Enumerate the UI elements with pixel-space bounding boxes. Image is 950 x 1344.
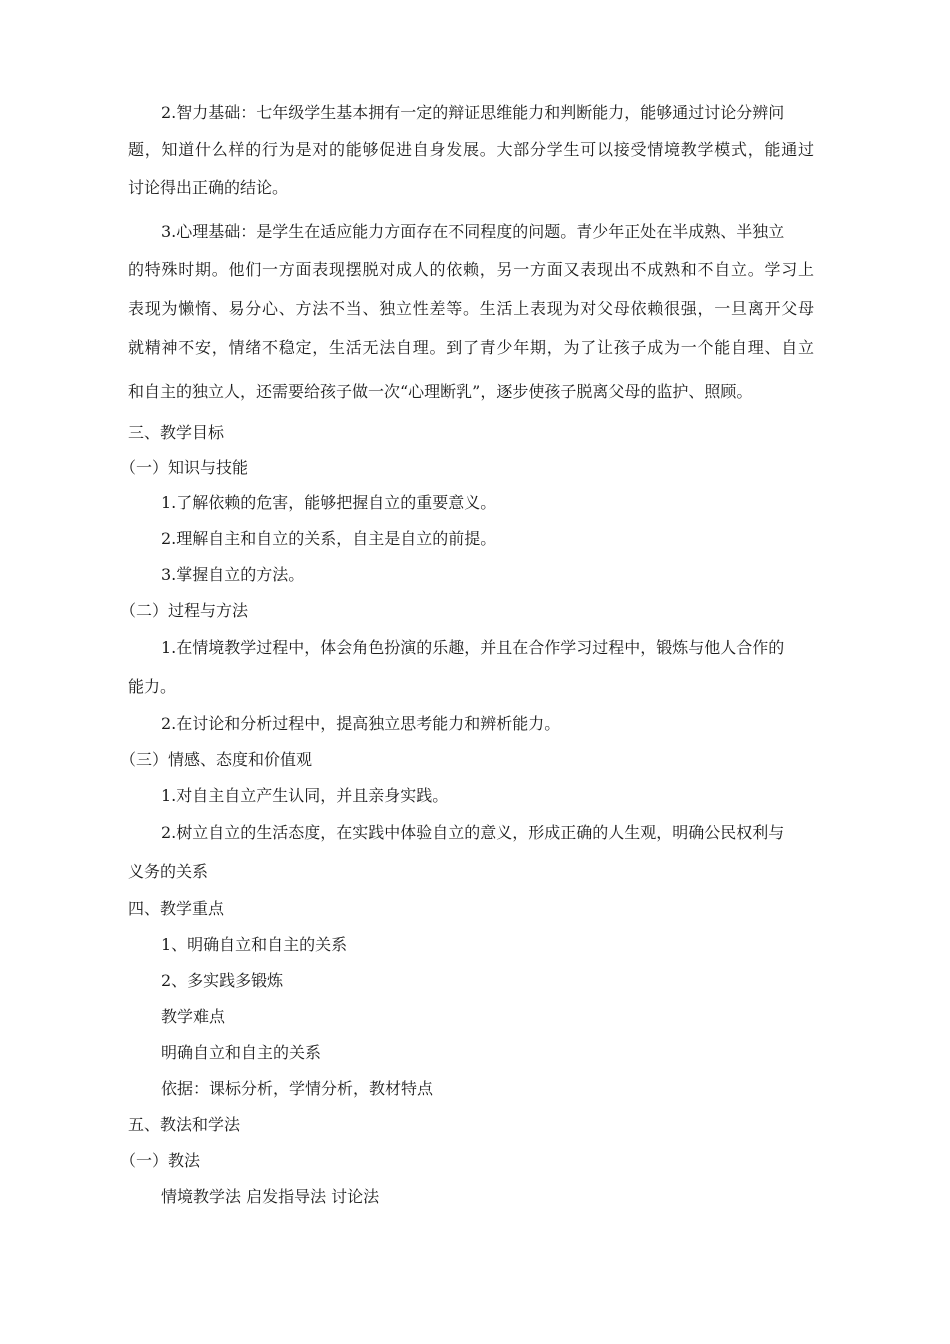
subsection-heading: （三）情感、态度和价值观 (120, 750, 313, 769)
paragraph-line: 明确自立和自主的关系 (161, 1043, 322, 1062)
paragraph-line: 3.心理基础：是学生在适应能力方面存在不同程度的问题。青少年正处在半成熟、半独立 (161, 222, 785, 241)
paragraph-line: 的特殊时期。他们一方面表现摆脱对成人的依赖，另一方面又表现出不成熟和不自立。学习上 (128, 260, 814, 279)
paragraph-line: 义务的关系 (128, 862, 209, 881)
list-item: 1.对自主自立产生认同，并且亲身实践。 (161, 786, 449, 805)
list-item: 2.理解自主和自立的关系，自主是自立的前提。 (161, 529, 497, 548)
subsection-heading: （一）教法 (120, 1151, 201, 1170)
list-item: 1、明确自立和自主的关系 (161, 935, 348, 954)
paragraph-line: 依据：课标分析，学情分析，教材特点 (161, 1079, 434, 1098)
section-heading: 四、教学重点 (128, 899, 225, 918)
list-item: 1.在情境教学过程中，体会角色扮演的乐趣，并且在合作学习过程中，锻炼与他人合作的 (161, 638, 785, 657)
paragraph-line: 就精神不安，情绪不稳定，生活无法自理。到了青少年期，为了让孩子成为一个能自理、自立 (128, 338, 814, 357)
paragraph-line: 情境教学法 启发指导法 讨论法 (161, 1187, 380, 1206)
list-item: 2.树立自立的生活态度，在实践中体验自立的意义，形成正确的人生观，明确公民权利与 (161, 823, 785, 842)
list-item: 2.在讨论和分析过程中，提高独立思考能力和辨析能力。 (161, 714, 561, 733)
subsection-heading: （一）知识与技能 (120, 458, 249, 477)
subheading: 教学难点 (161, 1007, 226, 1026)
section-heading: 五、教法和学法 (128, 1115, 241, 1134)
paragraph-line: 2.智力基础：七年级学生基本拥有一定的辩证思维能力和判断能力，能够通过讨论分辨问 (161, 103, 785, 122)
paragraph-line: 题，知道什么样的行为是对的能够促进自身发展。大部分学生可以接受情境教学模式，能通过 (128, 140, 814, 159)
list-item: 1.了解依赖的危害，能够把握自立的重要意义。 (161, 493, 497, 512)
section-heading: 三、教学目标 (128, 423, 225, 442)
paragraph-line: 讨论得出正确的结论。 (128, 178, 289, 197)
paragraph-line: 表现为懒惰、易分心、方法不当、独立性差等。生活上表现为对父母依赖很强，一旦离开父母 (128, 299, 814, 318)
subsection-heading: （二）过程与方法 (120, 601, 249, 620)
paragraph-line: 和自主的独立人，还需要给孩子做一次“心理断乳”，逐步使孩子脱离父母的监护、照顾。 (128, 382, 753, 401)
list-item: 2、多实践多锻炼 (161, 971, 284, 990)
list-item: 3.掌握自立的方法。 (161, 565, 305, 584)
paragraph-line: 能力。 (128, 677, 177, 696)
